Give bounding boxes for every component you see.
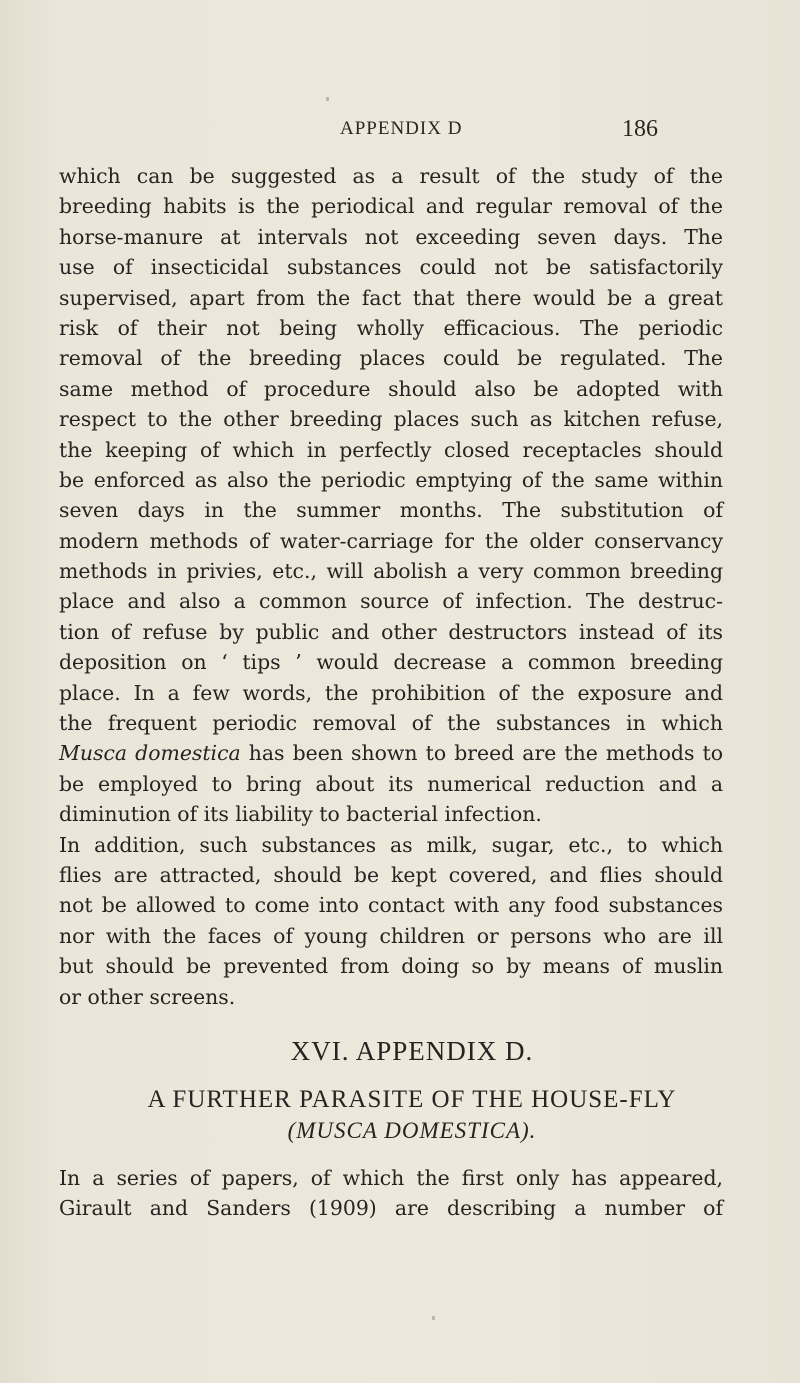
text-line: the frequent periodic removal of the substances in which [59,711,723,736]
text-line: the keeping of which in perfectly closed receptacles should [59,437,723,462]
text-line: methods in privies, etc., will abolish a very common breeding [59,559,723,584]
text-line: place and also a common source of infection. The destruc- [59,589,723,614]
text-line: be employed to bring about its numerical reduction and a [59,771,723,796]
text-line-musca [59,738,723,768]
text-line: modern methods of water-carriage for the older conservancy [59,528,723,553]
running-title: APPENDIX D [340,118,463,139]
text-line: Girault and Sanders (1909) are describing a number of [59,1196,723,1221]
text-line: not be allowed to come into contact with any food substances [59,893,723,918]
paper-speck [326,97,329,101]
body-text [59,161,723,1012]
text-line: same method of procedure should also be adopted with [59,376,723,401]
text-line: or other screens. [59,984,236,1009]
section-title: A FURTHER PARASITE OF THE HOUSE-FLY [147,1086,677,1113]
section-subtitle: (MUSCA DOMESTICA). [287,1118,537,1143]
text-line: seven days in the summer months. The substitution of [59,498,723,523]
text-line: which can be suggested as a result of the study of the [59,164,723,188]
species-name: Musca domestica [59,741,241,766]
text-line: deposition on ‘ tips ’ would decrease a common breeding [59,650,723,675]
text-line: horse-manure at intervals not exceeding seven days. The [59,224,723,249]
text-line: breeding habits is the periodical and regular removal of the [59,194,723,219]
text-line: place. In a few words, the prohibition of the exposure and [59,680,723,705]
text-line: tion of refuse by public and other destructors instead of its [59,619,723,644]
text-line: respect to the other breeding places such as kitchen refuse, [59,407,723,432]
text-line: In addition, such substances as milk, sugar, etc., to which [59,832,723,857]
text-fragment: has been shown to breed are the methods to [240,741,723,766]
text-line: diminution of its liability to bacterial infection. [59,802,542,827]
paper-speck [432,1316,435,1320]
text-line: but should be prevented from doing so by means of muslin [59,954,723,979]
text-line: be enforced as also the periodic emptying of the same within [59,467,723,492]
section-number: XVI. APPENDIX D. [290,1036,534,1066]
text-line: removal of the breeding places could be regulated. The [59,346,723,371]
text-line: In a series of papers, of which the first only has appeared, [59,1166,723,1190]
text-line: supervised, apart from the fact that there would be a great [59,285,723,310]
text-line: use of insecticidal substances could not be satisfactorily [59,255,723,280]
text-line: nor with the faces of young children or persons who are ill [59,923,723,948]
page-number: 186 [622,116,658,142]
section-body [59,1163,723,1224]
text-line: flies are attracted, should be kept covered, and flies should [59,862,723,887]
running-head [0,116,800,146]
text-line: risk of their not being wholly efficacious. The periodic [59,315,723,340]
